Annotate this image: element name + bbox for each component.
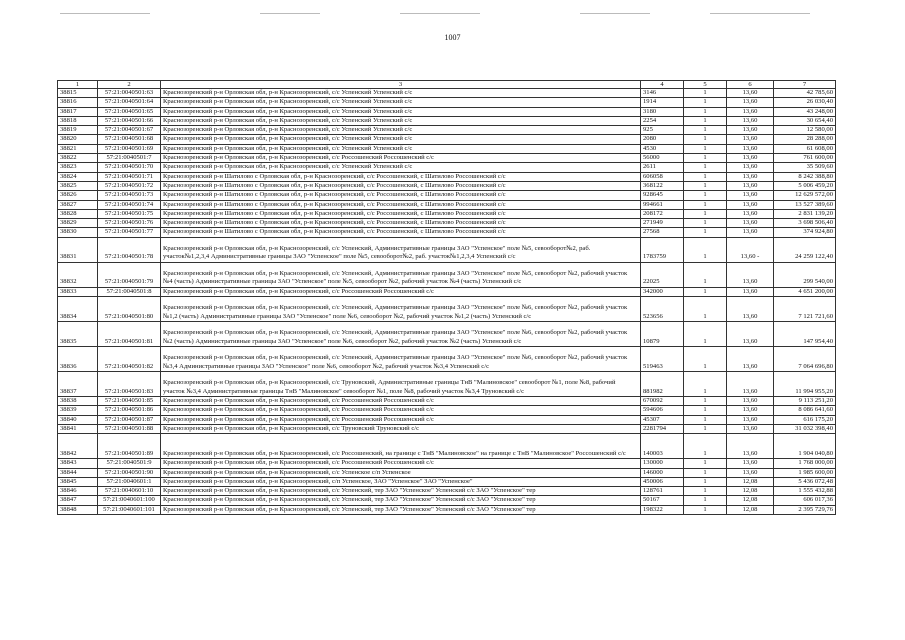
cell-rate: 12,08	[727, 487, 774, 496]
cell-count: 1	[684, 496, 727, 505]
cell-address: Краснозоренский р-н Орловская обл, р-н Краснозоренский, с/с Россошенский Россошенский с/с	[161, 397, 641, 406]
cell-area: 1783759	[641, 237, 684, 262]
cell-count: 1	[684, 209, 727, 218]
table-row	[58, 434, 836, 459]
cell-area: 50167	[641, 496, 684, 505]
cell-count: 1	[684, 459, 727, 468]
cell-value: 761 600,00	[774, 154, 836, 163]
cell-address: Краснозоренский р-н Орловская обл, р-н Краснозоренский, с/с Успенский Успенский с/с	[161, 126, 641, 135]
table-row	[58, 347, 836, 372]
cell-area: 140003	[641, 434, 684, 459]
cell-row-number: 38824	[58, 172, 98, 181]
cell-area: 2254	[641, 116, 684, 125]
cell-area: 519463	[641, 347, 684, 372]
table-row	[58, 287, 836, 296]
cell-address: Краснозоренский р-н Орловская обл, р-н Краснозоренский, с/с Успенское с/п Успенское	[161, 468, 641, 477]
table-row	[58, 262, 836, 287]
cell-count: 1	[684, 468, 727, 477]
cell-address: Краснозоренский р-н Шатилово с Орловская обл, р-н Краснозоренский, с/с Россошенский, с Шатилово Россошенский с/с	[161, 181, 641, 190]
cell-cadastral-number: 57:21:0040601:1	[98, 477, 161, 486]
cell-address: Краснозоренский р-н Орловская обл, р-н Краснозоренский, с/с Россошенский Россошенский с/с	[161, 406, 641, 415]
cell-rate: 13,60	[727, 135, 774, 144]
table-body	[58, 89, 836, 515]
table-row	[58, 297, 836, 322]
cell-count: 1	[684, 191, 727, 200]
cell-rate: 12,08	[727, 505, 774, 514]
header-col-3: 3	[161, 81, 641, 89]
cell-rate: 13,60	[727, 172, 774, 181]
cell-rate: 13,60	[727, 424, 774, 433]
cell-value: 2 831 139,20	[774, 209, 836, 218]
cell-value: 4 651 200,00	[774, 287, 836, 296]
cell-row-number: 38819	[58, 126, 98, 135]
cell-rate: 13,60	[727, 262, 774, 287]
cell-address: Краснозоренский р-н Шатилово с Орловская обл, р-н Краснозоренский, с/с Россошенский, с Шатилово Россошенский с/с	[161, 209, 641, 218]
cell-address: Краснозоренский р-н Орловская обл, р-н Краснозоренский, с/с Успенский, тер ЗАО "Успенское" Успенский с/с ЗАО "Успенское" тер	[161, 505, 641, 514]
cell-rate: 12,08	[727, 477, 774, 486]
cell-cadastral-number: 57:21:0040501:9	[98, 459, 161, 468]
cell-count: 1	[684, 434, 727, 459]
cell-cadastral-number: 57:21:0040501:81	[98, 322, 161, 347]
cell-rate: 13,60	[727, 347, 774, 372]
cell-area: 22025	[641, 262, 684, 287]
cell-address: Краснозоренский р-н Орловская обл, р-н Краснозоренский, с/с Успенский Успенский с/с	[161, 116, 641, 125]
cell-area: 3146	[641, 89, 684, 98]
cell-cadastral-number: 57:21:0040501:64	[98, 98, 161, 107]
cell-rate: 13,60	[727, 126, 774, 135]
cell-row-number: 38826	[58, 191, 98, 200]
cell-rate: 13,60	[727, 287, 774, 296]
cell-area: 523656	[641, 297, 684, 322]
cell-count: 1	[684, 144, 727, 153]
cell-cadastral-number: 57:21:0040501:75	[98, 209, 161, 218]
table-row	[58, 322, 836, 347]
table-row	[58, 468, 836, 477]
cell-rate: 13,60	[727, 219, 774, 228]
cell-rate: 12,08	[727, 496, 774, 505]
cell-area: 606058	[641, 172, 684, 181]
cell-row-number: 38820	[58, 135, 98, 144]
table-row	[58, 98, 836, 107]
cell-value: 31 032 398,40	[774, 424, 836, 433]
cell-rate: 13,60	[727, 163, 774, 172]
cell-address: Краснозоренский р-н Шатилово с Орловская обл, р-н Краснозоренский, с/с Россошенский, с Шатилово Россошенский с/с	[161, 219, 641, 228]
table-row	[58, 415, 836, 424]
header-col-1: 1	[58, 81, 98, 89]
cell-rate: 13,60	[727, 191, 774, 200]
cell-row-number: 38848	[58, 505, 98, 514]
cell-area: 27568	[641, 228, 684, 237]
cell-value: 1 904 040,80	[774, 434, 836, 459]
cell-cadastral-number: 57:21:0040601:101	[98, 505, 161, 514]
cell-address: Краснозоренский р-н Орловская обл, р-н Краснозоренский, с/с Успенский, Административные границы ЗАО "Успенское" поле №6, севооборот №2, рабочий участок №1,2 (часть) Административные границы ЗАО "Успенское" поле №6, севооборот №2, рабочий участок №1,2 (часть) Успенский с/с	[161, 297, 641, 322]
cell-cadastral-number: 57:21:0040501:66	[98, 116, 161, 125]
table-row	[58, 191, 836, 200]
cell-value: 9 113 251,20	[774, 397, 836, 406]
cell-row-number: 38842	[58, 434, 98, 459]
cell-cadastral-number: 57:21:0040501:88	[98, 424, 161, 433]
cell-cadastral-number: 57:21:0040501:69	[98, 144, 161, 153]
cell-value: 1 985 600,00	[774, 468, 836, 477]
cell-address: Краснозоренский р-н Орловская обл, р-н Краснозоренский, с/с Труновский Труновский с/с	[161, 424, 641, 433]
cell-row-number: 38830	[58, 228, 98, 237]
cell-value: 30 654,40	[774, 116, 836, 125]
cell-cadastral-number: 57:21:0040501:63	[98, 89, 161, 98]
cell-value: 1 555 432,88	[774, 487, 836, 496]
cell-value: 13 527 389,60	[774, 200, 836, 209]
cell-count: 1	[684, 200, 727, 209]
cell-area: 368122	[641, 181, 684, 190]
cell-cadastral-number: 57:21:0040501:89	[98, 434, 161, 459]
cell-rate: 13,60	[727, 200, 774, 209]
cell-cadastral-number: 57:21:0040501:82	[98, 347, 161, 372]
cell-row-number: 38818	[58, 116, 98, 125]
cell-rate: 13,60	[727, 154, 774, 163]
cell-address: Краснозоренский р-н Орловская обл, р-н Краснозоренский, с/с Успенский, Административные границы ЗАО "Успенское" поле №5, севооборот №2, рабочий участок №4 (часть) Административные границы ЗАО "Успенское" поле №5, севооборот №2, рабочий участок №4 (часть) Успенский с/с	[161, 262, 641, 287]
cell-rate: 13,60	[727, 372, 774, 397]
cell-count: 1	[684, 228, 727, 237]
cell-row-number: 38815	[58, 89, 98, 98]
table-row	[58, 424, 836, 433]
cell-address: Краснозоренский р-н Орловская обл, р-н Краснозоренский, с/п Успенское, ЗАО "Успенское" ЗАО "Успенское"	[161, 477, 641, 486]
cell-count: 1	[684, 505, 727, 514]
cell-count: 1	[684, 163, 727, 172]
cell-count: 1	[684, 107, 727, 116]
cell-rate: 13,60	[727, 397, 774, 406]
table-header-row	[58, 81, 836, 89]
cell-area: 594606	[641, 406, 684, 415]
cell-area: 198322	[641, 505, 684, 514]
cell-area: 130000	[641, 459, 684, 468]
cell-row-number: 38836	[58, 347, 98, 372]
page-number: 1007	[444, 33, 461, 42]
cell-value: 42 785,60	[774, 89, 836, 98]
cell-count: 1	[684, 262, 727, 287]
cell-address: Краснозоренский р-н Орловская обл, р-н Краснозоренский, с/с Успенский Успенский с/с	[161, 89, 641, 98]
cell-rate: 13,60	[727, 434, 774, 459]
cell-rate: 13,60	[727, 228, 774, 237]
cell-address: Краснозоренский р-н Орловская обл, р-н Краснозоренский, с/с Россошенский Россошенский с/с	[161, 459, 641, 468]
cell-cadastral-number: 57:21:0040501:80	[98, 297, 161, 322]
table-row	[58, 209, 836, 218]
cell-cadastral-number: 57:21:0040501:76	[98, 219, 161, 228]
cell-cadastral-number: 57:21:0040501:65	[98, 107, 161, 116]
cell-cadastral-number: 57:21:0040501:72	[98, 181, 161, 190]
table-row	[58, 135, 836, 144]
header-col-7: 7	[774, 81, 836, 89]
cell-address: Краснозоренский р-н Орловская обл, р-н Краснозоренский, с/с Россошенский, на границе с ТнВ "Малиновское" на границе с ТнВ "Малиновское" Россошенский с/с	[161, 434, 641, 459]
cell-area: 450006	[641, 477, 684, 486]
table-row	[58, 144, 836, 153]
cell-row-number: 38827	[58, 200, 98, 209]
table-row	[58, 459, 836, 468]
cell-count: 1	[684, 347, 727, 372]
cell-area: 3180	[641, 107, 684, 116]
header-col-5: 5	[684, 81, 727, 89]
cell-value: 147 954,40	[774, 322, 836, 347]
table-row	[58, 397, 836, 406]
cell-count: 1	[684, 287, 727, 296]
cell-address: Краснозоренский р-н Орловская обл, р-н Краснозоренский, с/с Успенский Успенский с/с	[161, 144, 641, 153]
cell-count: 1	[684, 487, 727, 496]
cell-row-number: 38843	[58, 459, 98, 468]
cell-row-number: 38823	[58, 163, 98, 172]
cell-value: 12 629 572,00	[774, 191, 836, 200]
cell-count: 1	[684, 297, 727, 322]
cell-value: 299 540,00	[774, 262, 836, 287]
header-col-6: 6	[727, 81, 774, 89]
cell-address: Краснозоренский р-н Орловская обл, р-н Краснозоренский, с/с Успенский Успенский с/с	[161, 163, 641, 172]
cell-value: 5 436 072,48	[774, 477, 836, 486]
cell-address: Краснозоренский р-н Шатилово с Орловская обл, р-н Краснозоренский, с/с Россошенский, с Шатилово Россошенский с/с	[161, 172, 641, 181]
cell-rate: 13,60	[727, 98, 774, 107]
cell-address: Краснозоренский р-н Орловская обл, р-н Краснозоренский, с/с Успенский, Административные границы ЗАО "Успенское" поле №6, севооборот №2, рабочий участок №3,4 Административные границы ЗАО "Успенское" поле №6, севооборот №2, рабочий участок №3,4 Успенский с/с	[161, 347, 641, 372]
table-row	[58, 505, 836, 514]
cell-row-number: 38834	[58, 297, 98, 322]
cell-value: 8 242 388,80	[774, 172, 836, 181]
cell-cadastral-number: 57:21:0040501:67	[98, 126, 161, 135]
cell-count: 1	[684, 372, 727, 397]
cell-area: 10879	[641, 322, 684, 347]
cell-area: 271949	[641, 219, 684, 228]
cell-value: 12 580,00	[774, 126, 836, 135]
cell-count: 1	[684, 424, 727, 433]
cell-row-number: 38833	[58, 287, 98, 296]
cell-value: 8 086 641,60	[774, 406, 836, 415]
cell-row-number: 38839	[58, 406, 98, 415]
cell-row-number: 38837	[58, 372, 98, 397]
cell-rate: 13,60	[727, 322, 774, 347]
cell-cadastral-number: 57:21:0040501:78	[98, 237, 161, 262]
cell-area: 925	[641, 126, 684, 135]
table-row	[58, 200, 836, 209]
cell-cadastral-number: 57:21:0040501:68	[98, 135, 161, 144]
cell-area: 881982	[641, 372, 684, 397]
cell-address: Краснозоренский р-н Орловская обл, р-н Краснозоренский, с/с Труновский, Административные границы ТнВ "Малиновское" севооборот №1, поле №8, рабочий участок №3,4 Административные границы ТнВ "Малиновское" севооборот №1, поле №8, рабочий участок №3,4 Труновский с/с	[161, 372, 641, 397]
cell-value: 7 121 721,60	[774, 297, 836, 322]
cell-row-number: 38841	[58, 424, 98, 433]
cell-value: 24 259 122,40	[774, 237, 836, 262]
cell-row-number: 38844	[58, 468, 98, 477]
cell-address: Краснозоренский р-н Орловская обл, р-н Краснозоренский, с/с Россошенский Россошенский с/с	[161, 415, 641, 424]
cell-count: 1	[684, 126, 727, 135]
cell-rate: 13,60 -	[727, 237, 774, 262]
cell-address: Краснозоренский р-н Шатилово с Орловская обл, р-н Краснозоренский, с/с Россошенский, с Шатилово Россошенский с/с	[161, 200, 641, 209]
cell-row-number: 38846	[58, 487, 98, 496]
cell-cadastral-number: 57:21:0040501:8	[98, 287, 161, 296]
cell-rate: 13,60	[727, 415, 774, 424]
cell-count: 1	[684, 237, 727, 262]
cell-rate: 13,60	[727, 406, 774, 415]
cell-value: 7 064 696,80	[774, 347, 836, 372]
cell-count: 1	[684, 116, 727, 125]
cell-count: 1	[684, 172, 727, 181]
cell-count: 1	[684, 154, 727, 163]
cell-row-number: 38821	[58, 144, 98, 153]
cell-value: 61 608,00	[774, 144, 836, 153]
cell-count: 1	[684, 135, 727, 144]
cell-value: 11 994 955,20	[774, 372, 836, 397]
table-row	[58, 163, 836, 172]
land-registry-table	[57, 80, 836, 515]
cell-cadastral-number: 57:21:0040501:70	[98, 163, 161, 172]
cell-row-number: 38838	[58, 397, 98, 406]
table-row	[58, 496, 836, 505]
cell-address: Краснозоренский р-н Орловская обл, р-н Краснозоренский, с/с Успенский Успенский с/с	[161, 135, 641, 144]
cell-count: 1	[684, 89, 727, 98]
cell-cadastral-number: 57:21:0040501:74	[98, 200, 161, 209]
cell-rate: 13,60	[727, 144, 774, 153]
table-row	[58, 116, 836, 125]
cell-row-number: 38816	[58, 98, 98, 107]
table-row	[58, 172, 836, 181]
table-row	[58, 372, 836, 397]
table-row	[58, 154, 836, 163]
table-row	[58, 89, 836, 98]
table-row	[58, 228, 836, 237]
table-row	[58, 477, 836, 486]
cell-count: 1	[684, 98, 727, 107]
cell-cadastral-number: 57:21:0040501:85	[98, 397, 161, 406]
cell-value: 35 509,60	[774, 163, 836, 172]
cell-row-number: 38831	[58, 237, 98, 262]
cell-row-number: 38828	[58, 209, 98, 218]
cell-address: Краснозоренский р-н Шатилово с Орловская обл, р-н Краснозоренский, с/с Россошенский, с Шатилово Россошенский с/с	[161, 191, 641, 200]
cell-cadastral-number: 57:21:0040501:90	[98, 468, 161, 477]
cell-rate: 13,60	[727, 468, 774, 477]
cell-value: 28 288,00	[774, 135, 836, 144]
cell-rate: 13,60	[727, 107, 774, 116]
cell-address: Краснозоренский р-н Орловская обл, р-н Краснозоренский, с/с Успенский, тер ЗАО "Успенское" Успенский с/с ЗАО "Успенское" тер	[161, 487, 641, 496]
cell-area: 2080	[641, 135, 684, 144]
cell-count: 1	[684, 415, 727, 424]
cell-area: 1914	[641, 98, 684, 107]
cell-area: 208172	[641, 209, 684, 218]
cell-value: 606 017,36	[774, 496, 836, 505]
cell-count: 1	[684, 322, 727, 347]
cell-address: Краснозоренский р-н Орловская обл, р-н Краснозоренский, с/с Успенский, Административные границы ЗАО "Успенское" поле №5, севооборот№2, раб. участок№1,2,3,4 Административные границы ЗАО "Успенское" поле №5, севооборот№2, раб. участок№1,2,3,4 Успенский с/с	[161, 237, 641, 262]
cell-cadastral-number: 57:21:0040501:7	[98, 154, 161, 163]
cell-rate: 13,60	[727, 459, 774, 468]
cell-address: Краснозоренский р-н Орловская обл, р-н Краснозоренский, с/с Успенский, тер ЗАО "Успенское" Успенский с/с ЗАО "Успенское" тер	[161, 496, 641, 505]
table-row	[58, 181, 836, 190]
cell-address: Краснозоренский р-н Орловская обл, р-н Краснозоренский, с/с Успенский Успенский с/с	[161, 98, 641, 107]
cell-cadastral-number: 57:21:0040501:79	[98, 262, 161, 287]
table-row	[58, 107, 836, 116]
cell-area: 2281794	[641, 424, 684, 433]
cell-cadastral-number: 57:21:0040601:10	[98, 487, 161, 496]
cell-row-number: 38829	[58, 219, 98, 228]
cell-address: Краснозоренский р-н Шатилово с Орловская обл, р-н Краснозоренский, с/с Россошенский, с Шатилово Россошенский с/с	[161, 228, 641, 237]
cell-count: 1	[684, 406, 727, 415]
table-row	[58, 487, 836, 496]
cell-rate: 13,60	[727, 89, 774, 98]
cell-rate: 13,60	[727, 209, 774, 218]
cell-count: 1	[684, 477, 727, 486]
table-row	[58, 237, 836, 262]
cell-area: 342000	[641, 287, 684, 296]
cell-cadastral-number: 57:21:0040601:100	[98, 496, 161, 505]
table-row	[58, 126, 836, 135]
cell-cadastral-number: 57:21:0040501:86	[98, 406, 161, 415]
cell-row-number: 38845	[58, 477, 98, 486]
cell-row-number: 38847	[58, 496, 98, 505]
cell-value: 5 006 459,20	[774, 181, 836, 190]
cell-area: 45307	[641, 415, 684, 424]
cell-cadastral-number: 57:21:0040501:83	[98, 372, 161, 397]
cell-value: 43 248,00	[774, 107, 836, 116]
cell-area: 56000	[641, 154, 684, 163]
scan-artifacts	[60, 10, 820, 18]
cell-value: 26 030,40	[774, 98, 836, 107]
cell-value: 3 698 506,40	[774, 219, 836, 228]
header-col-4: 4	[641, 81, 684, 89]
cell-cadastral-number: 57:21:0040501:71	[98, 172, 161, 181]
cell-row-number: 38835	[58, 322, 98, 347]
cell-row-number: 38840	[58, 415, 98, 424]
cell-rate: 13,60	[727, 116, 774, 125]
cell-value: 374 924,80	[774, 228, 836, 237]
cell-row-number: 38825	[58, 181, 98, 190]
cell-row-number: 38832	[58, 262, 98, 287]
cell-rate: 13,60	[727, 297, 774, 322]
cell-area: 670092	[641, 397, 684, 406]
table-row	[58, 406, 836, 415]
cell-address: Краснозоренский р-н Орловская обл, р-н Краснозоренский, с/с Россошенский Россошенский с/с	[161, 287, 641, 296]
cell-address: Краснозоренский р-н Орловская обл, р-н Краснозоренский, с/с Успенский, Административные границы ЗАО "Успенское" поле №6, севооборот №2, рабочий участок №2 (часть) Административные границы ЗАО "Успенское" поле №6, севооборот №2, рабочий участок №2 (часть) Успенский с/с	[161, 322, 641, 347]
cell-row-number: 38817	[58, 107, 98, 116]
cell-rate: 13,60	[727, 181, 774, 190]
cell-area: 146000	[641, 468, 684, 477]
cell-value: 1 768 000,00	[774, 459, 836, 468]
cell-row-number: 38822	[58, 154, 98, 163]
table-row	[58, 219, 836, 228]
cell-area: 2611	[641, 163, 684, 172]
cell-area: 128761	[641, 487, 684, 496]
cell-cadastral-number: 57:21:0040501:77	[98, 228, 161, 237]
header-col-2: 2	[98, 81, 161, 89]
cell-area: 4530	[641, 144, 684, 153]
cell-count: 1	[684, 181, 727, 190]
cell-cadastral-number: 57:21:0040501:73	[98, 191, 161, 200]
cell-value: 2 395 729,76	[774, 505, 836, 514]
cell-address: Краснозоренский р-н Орловская обл, р-н Краснозоренский, с/с Успенский Успенский с/с	[161, 107, 641, 116]
cell-cadastral-number: 57:21:0040501:87	[98, 415, 161, 424]
cell-address: Краснозоренский р-н Орловская обл, р-н Краснозоренский, с/с Россошенский Россошенский с/с	[161, 154, 641, 163]
cell-area: 928645	[641, 191, 684, 200]
cell-count: 1	[684, 397, 727, 406]
cell-count: 1	[684, 219, 727, 228]
cell-area: 994661	[641, 200, 684, 209]
cell-value: 616 175,20	[774, 415, 836, 424]
